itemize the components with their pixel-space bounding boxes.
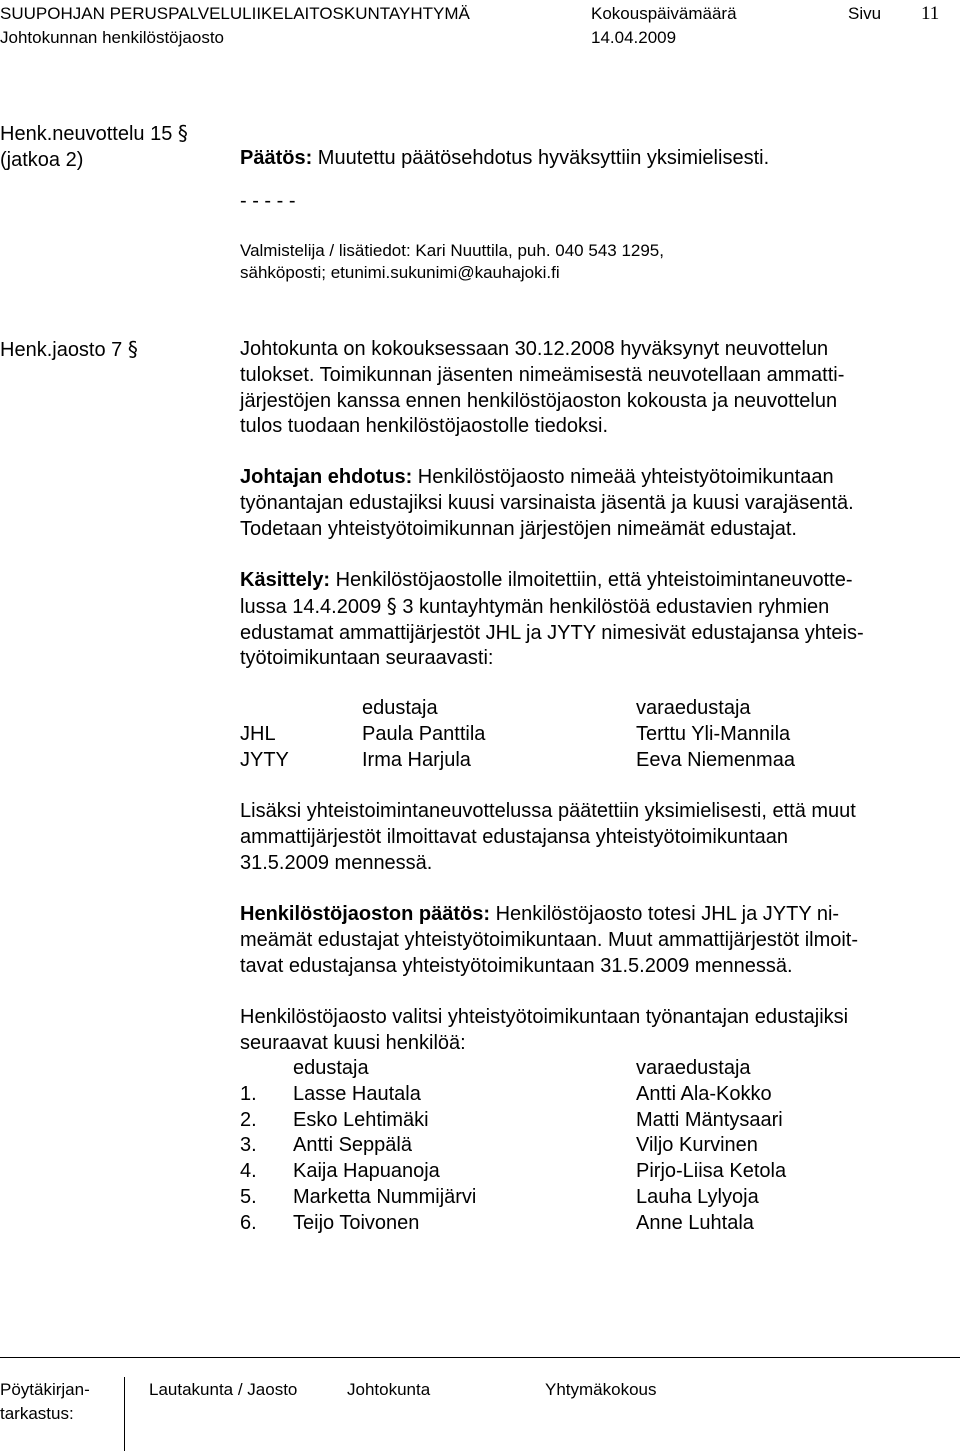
column-header-deputy: varaedustaja	[636, 697, 751, 719]
footer-federation-label: Yhtymäkokous	[545, 1380, 657, 1399]
additional-paragraph	[240, 799, 940, 876]
section2-label	[0, 337, 138, 362]
representative-name: Paula Panttila	[362, 722, 486, 745]
section1-label-line1: Henk.neuvottelu 15	[0, 123, 173, 145]
deputy-name: Terttu Yli-Mannila	[636, 722, 791, 745]
proposal-line1: Henkilöstöjaosto nimeää yhteistyötoimikuntaan	[412, 466, 834, 488]
footer-directors-label: Johtokunta	[347, 1380, 431, 1399]
column-header-representative: edustaja	[362, 697, 438, 719]
representative-name: Teijo Toivonen	[293, 1211, 420, 1234]
row-number: 6.	[240, 1211, 257, 1234]
row-number: 5.	[240, 1185, 257, 1208]
footer-board-label: Lautakunta / Jaosto	[149, 1380, 298, 1399]
representative-name: Lasse Hautala	[293, 1082, 421, 1105]
handling-line2a: lussa 14.4.2009	[240, 595, 387, 618]
header-date-label: Kokouspäivämäärä	[591, 4, 737, 23]
table-header-row	[240, 1056, 940, 1082]
representative-name: Antti Seppälä	[293, 1134, 412, 1157]
footer-column-divider	[124, 1377, 125, 1451]
row-number: 2.	[240, 1108, 257, 1131]
union-representatives-table	[240, 696, 940, 773]
handling-line1: Henkilöstöjaostolle ilmoitettiin, että yhteistoimintaneuvotte-	[330, 569, 853, 591]
intro-line: järjestöjen kanssa ennen henkilöstöjaoston kokousta ja neuvottelun	[240, 389, 838, 412]
header-page-label: Sivu	[848, 4, 882, 23]
section1-decision	[240, 146, 940, 172]
selection-paragraph	[240, 1005, 940, 1057]
header-page-number: 11	[921, 3, 940, 24]
deputy-name: Eeva Niemenmaa	[636, 748, 795, 771]
proposal-prefix: Johtajan ehdotus:	[240, 466, 413, 488]
union-name: JHL	[240, 722, 276, 745]
handling-line2b: 3 kuntayhtymän henkilöstöä edustavien ryhmien	[396, 595, 830, 618]
section1-label	[0, 120, 188, 173]
column-header-representative: edustaja	[293, 1057, 369, 1079]
footer-minutes-label-line1: Pöytäkirjan-	[0, 1380, 90, 1399]
handling-paragraph	[240, 568, 940, 672]
row-number: 1.	[240, 1082, 257, 1105]
deputy-name: Anne Luhtala	[636, 1211, 754, 1234]
intro-line: Johtokunta on kokouksessaan 30.12.2008 hyväksynyt neuvottelun	[240, 338, 829, 360]
footer-minutes-check	[0, 1378, 90, 1426]
selection-line: seuraavat kuusi henkilöä:	[240, 1031, 466, 1054]
deputy-name: Pirjo-Liisa Ketola	[636, 1160, 787, 1183]
header-organization: SUUPOHJAN PERUSPALVELULIIKELAITOSKUNTAYHTYMÄ	[0, 4, 470, 23]
decision-prefix: Päätös:	[240, 147, 313, 169]
preparer-info	[240, 240, 940, 284]
selection-line: Henkilöstöjaosto valitsi yhteistyötoimikuntaan työnantajan edustajiksi	[240, 1006, 849, 1028]
deputy-name: Antti Ala-Kokko	[636, 1082, 772, 1105]
table-row	[240, 748, 940, 774]
proposal-line2: työnantajan edustajiksi kuusi varsinaista jäsentä ja kuusi varajäsentä.	[240, 491, 854, 514]
deputy-name: Matti Mäntysaari	[636, 1108, 783, 1131]
section-sign-icon: §	[177, 121, 188, 145]
deputy-name: Viljo Kurvinen	[636, 1134, 758, 1157]
preparer-line2: sähköposti; etunimi.sukunimi@kauhajoki.fi	[240, 263, 560, 282]
section-sign-icon: §	[127, 337, 138, 361]
table-row	[240, 1082, 940, 1108]
jaosto-decision-prefix: Henkilöstöjaoston päätös:	[240, 903, 491, 925]
director-proposal	[240, 465, 940, 542]
table-row	[240, 722, 940, 748]
table-row	[240, 1108, 940, 1134]
table-row	[240, 1211, 940, 1237]
separator-dashes: - - - - -	[240, 190, 296, 212]
additional-line: ammattijärjestöt ilmoittavat edustajansa yhteistyötoimikuntaan	[240, 825, 789, 848]
representative-name: Kaija Hapuanoja	[293, 1160, 440, 1183]
additional-line: Lisäksi yhteistoimintaneuvottelussa päätettiin yksimielisesti, että muut	[240, 800, 856, 822]
table-row	[240, 1133, 940, 1159]
row-number: 3.	[240, 1134, 257, 1157]
footer-minutes-label-line2: tarkastus:	[0, 1404, 74, 1423]
jaosto-decision-line3: tavat edustajansa yhteistyötoimikuntaan 31.5.2009 mennessä.	[240, 954, 793, 977]
employer-representatives-table	[240, 1056, 940, 1237]
table-row	[240, 1185, 940, 1211]
section1-label-line2: (jatkoa 2)	[0, 149, 84, 171]
jaosto-decision-line2: meämät edustajat yhteistyötoimikuntaan. Muut ammattijärjestöt ilmoit-	[240, 928, 859, 951]
representative-name: Esko Lehtimäki	[293, 1108, 429, 1131]
table-header-row	[240, 696, 940, 722]
additional-line: 31.5.2009 mennessä.	[240, 851, 433, 874]
section2-intro	[240, 337, 940, 440]
table-row	[240, 1159, 940, 1185]
row-number: 4.	[240, 1160, 257, 1183]
section-sign-icon: §	[386, 593, 397, 618]
intro-line: tulokset. Toimikunnan jäsenten nimeämisestä neuvotellaan ammatti-	[240, 363, 845, 386]
preparer-line1: Valmistelija / lisätiedot: Kari Nuuttila, puh. 040 543 1295,	[240, 241, 664, 260]
header-date: 14.04.2009	[591, 28, 677, 47]
union-name: JYTY	[240, 748, 289, 771]
decision-text: Muutettu päätösehdotus hyväksyttiin yksimielisesti.	[312, 147, 770, 169]
handling-line4: työtoimikuntaan seuraavasti:	[240, 647, 494, 670]
section2-label-text: Henk.jaosto 7	[0, 339, 123, 361]
handling-line3: edustamat ammattijärjestöt JHL ja JYTY nimesivät edustajansa yhteis-	[240, 621, 864, 644]
jaosto-decision	[240, 902, 940, 979]
footer-divider	[0, 1357, 960, 1358]
deputy-name: Lauha Lylyoja	[636, 1185, 759, 1208]
jaosto-decision-line1: Henkilöstöjaosto totesi JHL ja JYTY ni-	[490, 903, 840, 925]
column-header-deputy: varaedustaja	[636, 1057, 751, 1079]
header-body-name: Johtokunnan henkilöstöjaosto	[0, 28, 224, 47]
proposal-line3: Todetaan yhteistyötoimikunnan järjestöjen nimeämät edustajat.	[240, 517, 797, 540]
intro-line: tulos tuodaan henkilöstöjaostolle tiedoksi.	[240, 415, 609, 438]
representative-name: Marketta Nummijärvi	[293, 1185, 477, 1208]
handling-prefix: Käsittely:	[240, 569, 331, 591]
representative-name: Irma Harjula	[362, 748, 471, 771]
